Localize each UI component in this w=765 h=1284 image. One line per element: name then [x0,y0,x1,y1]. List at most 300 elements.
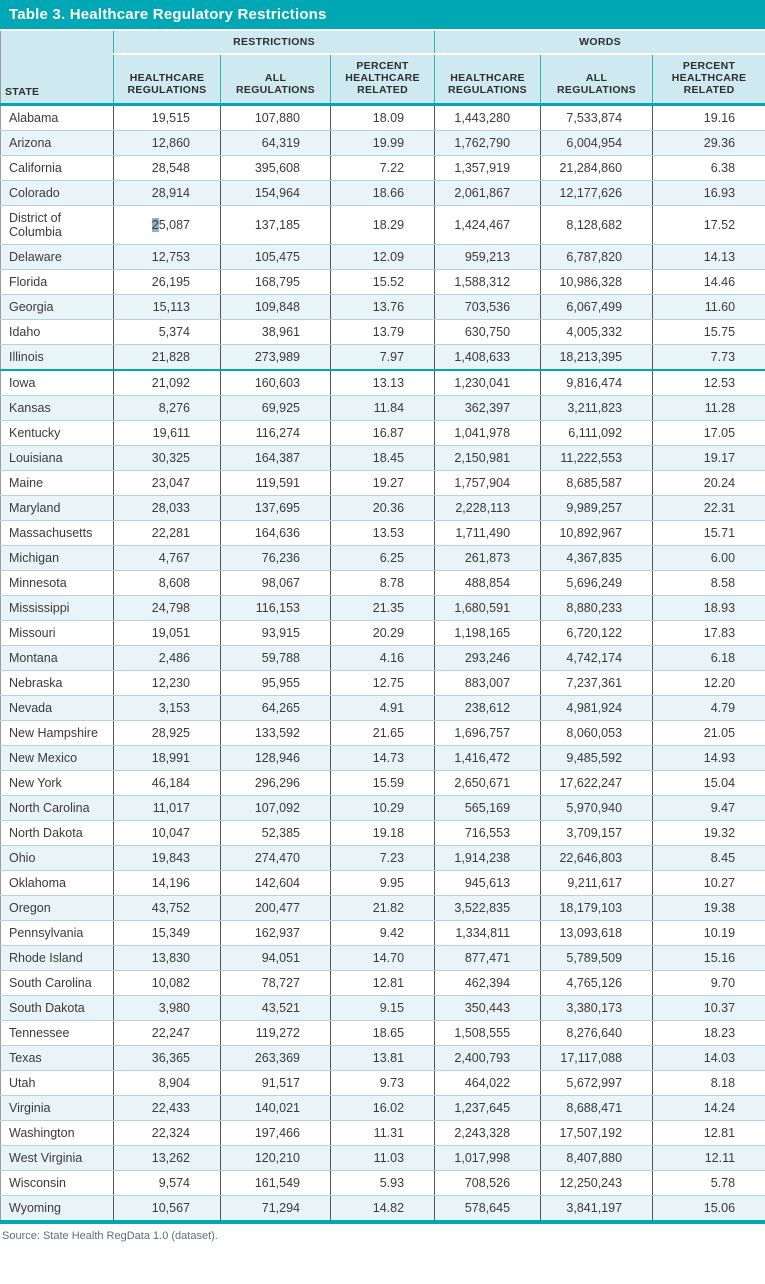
value-cell: 19,515 [114,104,221,130]
table-row [1,1195,765,1222]
value-cell: 883,007 [435,670,541,695]
value-cell: 9.47 [653,795,765,820]
value-cell: 7.73 [653,344,765,370]
value-cell: 29.36 [653,130,765,155]
table-body [1,104,765,1222]
value-cell: 11,222,553 [541,445,653,470]
column-header-restrictions-all-regulations: ALL REGULATIONS [221,54,331,104]
value-cell: 12,860 [114,130,221,155]
value-cell: 5,374 [114,319,221,344]
value-cell: 8,880,233 [541,595,653,620]
state-cell: Nevada [1,695,114,720]
value-cell: 4.16 [331,645,435,670]
value-cell: 17,117,088 [541,1045,653,1070]
value-cell: 5,672,997 [541,1070,653,1095]
value-cell: 28,925 [114,720,221,745]
value-cell: 464,022 [435,1070,541,1095]
table-row [1,420,765,445]
value-cell: 3,980 [114,995,221,1020]
value-cell: 64,265 [221,695,331,720]
value-cell: 107,880 [221,104,331,130]
table-row [1,995,765,1020]
value-cell: 4,005,332 [541,319,653,344]
value-cell: 12.75 [331,670,435,695]
value-cell: 15.52 [331,269,435,294]
value-cell: 1,237,645 [435,1095,541,1120]
value-cell: 3,211,823 [541,395,653,420]
value-cell: 95,955 [221,670,331,695]
value-cell: 120,210 [221,1145,331,1170]
value-cell: 21,092 [114,370,221,396]
value-cell: 8.18 [653,1070,765,1095]
value-cell: 10,082 [114,970,221,995]
table-row [1,155,765,180]
state-cell: Nebraska [1,670,114,695]
value-cell: 273,989 [221,344,331,370]
value-cell: 11.31 [331,1120,435,1145]
value-cell: 19,611 [114,420,221,445]
table-row [1,595,765,620]
value-cell: 8,276 [114,395,221,420]
value-cell: 137,185 [221,205,331,244]
value-cell: 20.29 [331,620,435,645]
value-cell: 12.20 [653,670,765,695]
value-cell: 3,153 [114,695,221,720]
value-cell: 8,608 [114,570,221,595]
state-cell: Kansas [1,395,114,420]
value-cell: 2,486 [114,645,221,670]
value-cell: 10,892,967 [541,520,653,545]
table-row [1,244,765,269]
state-cell: South Dakota [1,995,114,1020]
value-cell: 12.09 [331,244,435,269]
value-cell: 20.36 [331,495,435,520]
value-cell: 5.93 [331,1170,435,1195]
value-cell: 293,246 [435,645,541,670]
state-cell: Wyoming [1,1195,114,1222]
table-row [1,319,765,344]
state-cell: Montana [1,645,114,670]
value-cell: 4,767 [114,545,221,570]
value-cell: 6.25 [331,545,435,570]
value-cell: 11.60 [653,294,765,319]
value-cell: 137,695 [221,495,331,520]
value-cell: 3,709,157 [541,820,653,845]
value-cell: 16.93 [653,180,765,205]
table-row [1,294,765,319]
value-cell: 716,553 [435,820,541,845]
value-cell: 14.73 [331,745,435,770]
value-cell: 19.16 [653,104,765,130]
value-cell: 14.03 [653,1045,765,1070]
value-cell: 162,937 [221,920,331,945]
value-cell: 13,830 [114,945,221,970]
value-cell: 1,914,238 [435,845,541,870]
value-cell: 71,294 [221,1195,331,1222]
value-cell: 8.58 [653,570,765,595]
state-cell: Louisiana [1,445,114,470]
state-cell: North Carolina [1,795,114,820]
value-cell: 488,854 [435,570,541,595]
header-group-row [1,31,765,54]
value-cell: 119,272 [221,1020,331,1045]
value-cell: 395,608 [221,155,331,180]
state-cell: Tennessee [1,1020,114,1045]
table-row [1,1145,765,1170]
value-cell: 708,526 [435,1170,541,1195]
table-row [1,745,765,770]
table-row [1,205,765,244]
value-cell: 128,946 [221,745,331,770]
value-cell: 30,325 [114,445,221,470]
value-cell: 2,400,793 [435,1045,541,1070]
value-cell: 16.02 [331,1095,435,1120]
value-cell: 959,213 [435,244,541,269]
column-header-words-percent-healthcare: PERCENT HEALTHCARE RELATED [653,54,765,104]
state-cell: West Virginia [1,1145,114,1170]
value-cell: 1,017,998 [435,1145,541,1170]
value-cell: 10,986,328 [541,269,653,294]
value-cell: 164,387 [221,445,331,470]
value-cell: 9.70 [653,970,765,995]
column-header-restrictions-healthcare-regulations: HEALTHCARE REGULATIONS [114,54,221,104]
value-cell: 578,645 [435,1195,541,1222]
state-cell: Ohio [1,845,114,870]
value-cell: 13,093,618 [541,920,653,945]
value-cell: 18.93 [653,595,765,620]
value-cell: 21,284,860 [541,155,653,180]
value-cell: 1,230,041 [435,370,541,396]
value-cell: 21.65 [331,720,435,745]
value-cell: 10.19 [653,920,765,945]
value-cell: 8,060,053 [541,720,653,745]
table-row [1,820,765,845]
table-row [1,445,765,470]
state-cell: Mississippi [1,595,114,620]
value-cell: 13.76 [331,294,435,319]
value-cell: 350,443 [435,995,541,1020]
value-cell: 11.28 [653,395,765,420]
table-row [1,1020,765,1045]
value-cell: 116,274 [221,420,331,445]
table-row [1,645,765,670]
value-cell: 12,753 [114,244,221,269]
table-row [1,180,765,205]
table-row [1,130,765,155]
value-cell: 263,369 [221,1045,331,1070]
state-cell: Washington [1,1120,114,1145]
value-cell: 9,211,617 [541,870,653,895]
table-row [1,845,765,870]
table-row [1,370,765,396]
value-cell: 17,507,192 [541,1120,653,1145]
value-cell: 7.23 [331,845,435,870]
value-cell: 1,443,280 [435,104,541,130]
table-row [1,570,765,595]
value-cell: 13.53 [331,520,435,545]
value-cell: 8,685,587 [541,470,653,495]
value-cell: 5,789,509 [541,945,653,970]
value-cell: 109,848 [221,294,331,319]
value-cell: 4,765,126 [541,970,653,995]
state-cell: Georgia [1,294,114,319]
value-cell: 21.35 [331,595,435,620]
value-cell: 462,394 [435,970,541,995]
table-row [1,920,765,945]
value-cell: 10.29 [331,795,435,820]
value-cell: 6,004,954 [541,130,653,155]
value-cell: 22,247 [114,1020,221,1045]
value-cell: 28,914 [114,180,221,205]
selected-character: 2 [151,217,159,232]
value-cell: 116,153 [221,595,331,620]
value-cell: 1,416,472 [435,745,541,770]
value-cell: 161,549 [221,1170,331,1195]
value-cell: 200,477 [221,895,331,920]
value-cell: 78,727 [221,970,331,995]
table-row [1,269,765,294]
value-cell: 1,696,757 [435,720,541,745]
value-cell: 274,470 [221,845,331,870]
state-cell: New Mexico [1,745,114,770]
value-cell: 8,688,471 [541,1095,653,1120]
value-cell: 238,612 [435,695,541,720]
state-cell: Utah [1,1070,114,1095]
value-cell: 7,533,874 [541,104,653,130]
value-cell: 1,041,978 [435,420,541,445]
value-cell: 69,925 [221,395,331,420]
value-cell: 18,991 [114,745,221,770]
value-cell: 630,750 [435,319,541,344]
value-cell: 28,548 [114,155,221,180]
table-row [1,695,765,720]
state-cell: Missouri [1,620,114,645]
table-row [1,795,765,820]
value-cell: 15.59 [331,770,435,795]
value-cell: 2,243,328 [435,1120,541,1145]
value-cell: 19.27 [331,470,435,495]
value-cell: 13.79 [331,319,435,344]
value-cell: 10,047 [114,820,221,845]
table-row [1,1045,765,1070]
value-cell: 4,981,924 [541,695,653,720]
value-cell: 9.95 [331,870,435,895]
value-cell: 52,385 [221,820,331,845]
value-cell: 15,113 [114,294,221,319]
value-cell: 22,281 [114,520,221,545]
column-header-words-healthcare-regulations: HEALTHCARE REGULATIONS [435,54,541,104]
value-cell: 1,711,490 [435,520,541,545]
state-cell: Minnesota [1,570,114,595]
state-cell: Alabama [1,104,114,130]
value-cell: 36,365 [114,1045,221,1070]
value-cell: 1,198,165 [435,620,541,645]
value-cell: 1,680,591 [435,595,541,620]
value-cell: 22,646,803 [541,845,653,870]
value-cell: 1,757,904 [435,470,541,495]
value-cell: 1,357,919 [435,155,541,180]
state-cell: Illinois [1,344,114,370]
value-cell: 4,742,174 [541,645,653,670]
value-cell: 5,696,249 [541,570,653,595]
value-cell: 21,828 [114,344,221,370]
state-cell: District of Columbia [1,205,114,244]
table-row [1,545,765,570]
value-cell: 8,407,880 [541,1145,653,1170]
table-header [1,31,765,104]
value-cell: 98,067 [221,570,331,595]
state-cell: Idaho [1,319,114,344]
value-cell: 25,087 [114,205,221,244]
value-cell: 14.13 [653,244,765,269]
value-cell: 5.78 [653,1170,765,1195]
value-cell: 160,603 [221,370,331,396]
value-cell: 1,408,633 [435,344,541,370]
value-cell: 140,021 [221,1095,331,1120]
value-cell: 15.04 [653,770,765,795]
value-cell: 18.65 [331,1020,435,1045]
value-cell: 26,195 [114,269,221,294]
value-cell: 11,017 [114,795,221,820]
value-cell: 4.79 [653,695,765,720]
value-cell: 15.75 [653,319,765,344]
value-cell: 11.84 [331,395,435,420]
value-cell: 12,177,626 [541,180,653,205]
value-cell: 64,319 [221,130,331,155]
column-header-restrictions-percent-healthcare: PERCENT HEALTHCARE RELATED [331,54,435,104]
column-group-restrictions: RESTRICTIONS [114,31,435,54]
table-row [1,470,765,495]
value-cell: 9,574 [114,1170,221,1195]
table-row [1,770,765,795]
state-cell: North Dakota [1,820,114,845]
value-cell: 8,128,682 [541,205,653,244]
value-cell: 261,873 [435,545,541,570]
value-cell: 133,592 [221,720,331,745]
column-header-state: STATE [1,31,114,104]
table-row [1,970,765,995]
value-cell: 14.70 [331,945,435,970]
state-cell: Virginia [1,1095,114,1120]
value-cell: 1,588,312 [435,269,541,294]
state-cell: California [1,155,114,180]
value-cell: 17.83 [653,620,765,645]
state-cell: Iowa [1,370,114,396]
value-cell: 17.52 [653,205,765,244]
value-cell: 9,485,592 [541,745,653,770]
value-cell: 362,397 [435,395,541,420]
value-cell: 43,752 [114,895,221,920]
value-cell: 19.18 [331,820,435,845]
table-row [1,520,765,545]
value-cell: 6,067,499 [541,294,653,319]
value-cell: 18.66 [331,180,435,205]
value-cell: 15.71 [653,520,765,545]
table-row [1,1070,765,1095]
value-cell: 12.81 [653,1120,765,1145]
value-cell: 17,622,247 [541,770,653,795]
value-cell: 8,276,640 [541,1020,653,1045]
value-cell: 17.05 [653,420,765,445]
state-cell: Texas [1,1045,114,1070]
value-cell: 18.45 [331,445,435,470]
value-cell: 7.97 [331,344,435,370]
state-cell: South Carolina [1,970,114,995]
table-row [1,395,765,420]
value-cell: 15.06 [653,1195,765,1222]
table-row [1,344,765,370]
value-cell: 6.18 [653,645,765,670]
value-cell: 2,150,981 [435,445,541,470]
value-cell: 2,228,113 [435,495,541,520]
table-title: Table 3. Healthcare Regulatory Restrictions [0,0,765,31]
state-cell: Colorado [1,180,114,205]
value-cell: 1,424,467 [435,205,541,244]
value-cell: 9.73 [331,1070,435,1095]
value-cell: 119,591 [221,470,331,495]
table-row [1,104,765,130]
table-row [1,1170,765,1195]
state-cell: Pennsylvania [1,920,114,945]
value-cell: 105,475 [221,244,331,269]
value-cell: 9,816,474 [541,370,653,396]
value-cell: 21.05 [653,720,765,745]
value-cell: 16.87 [331,420,435,445]
value-cell: 945,613 [435,870,541,895]
table-row [1,1120,765,1145]
table-row [1,870,765,895]
value-cell: 12.81 [331,970,435,995]
value-cell: 14.93 [653,745,765,770]
value-cell: 164,636 [221,520,331,545]
table-row [1,945,765,970]
state-cell: Maine [1,470,114,495]
value-cell: 6.38 [653,155,765,180]
value-cell: 76,236 [221,545,331,570]
value-cell: 23,047 [114,470,221,495]
state-cell: Oklahoma [1,870,114,895]
table-row [1,1095,765,1120]
value-cell: 6,720,122 [541,620,653,645]
value-cell: 20.24 [653,470,765,495]
value-cell: 12,230 [114,670,221,695]
value-cell: 14,196 [114,870,221,895]
value-cell: 19,051 [114,620,221,645]
value-cell: 28,033 [114,495,221,520]
value-cell: 13.81 [331,1045,435,1070]
state-cell: New York [1,770,114,795]
source-note: Source: State Health RegData 1.0 (dataset). [2,1229,218,1242]
value-cell: 3,380,173 [541,995,653,1020]
value-cell: 19,843 [114,845,221,870]
state-cell: Arizona [1,130,114,155]
value-cell: 13.13 [331,370,435,396]
value-cell: 2,650,671 [435,770,541,795]
value-cell: 13,262 [114,1145,221,1170]
table-row [1,720,765,745]
value-cell: 59,788 [221,645,331,670]
value-cell: 91,517 [221,1070,331,1095]
value-cell: 1,508,555 [435,1020,541,1045]
value-cell: 1,334,811 [435,920,541,945]
value-cell: 22.31 [653,495,765,520]
value-cell: 107,092 [221,795,331,820]
value-cell: 197,466 [221,1120,331,1145]
value-cell: 10,567 [114,1195,221,1222]
value-cell: 18.23 [653,1020,765,1045]
header-sub-row [1,54,765,104]
value-cell: 43,521 [221,995,331,1020]
